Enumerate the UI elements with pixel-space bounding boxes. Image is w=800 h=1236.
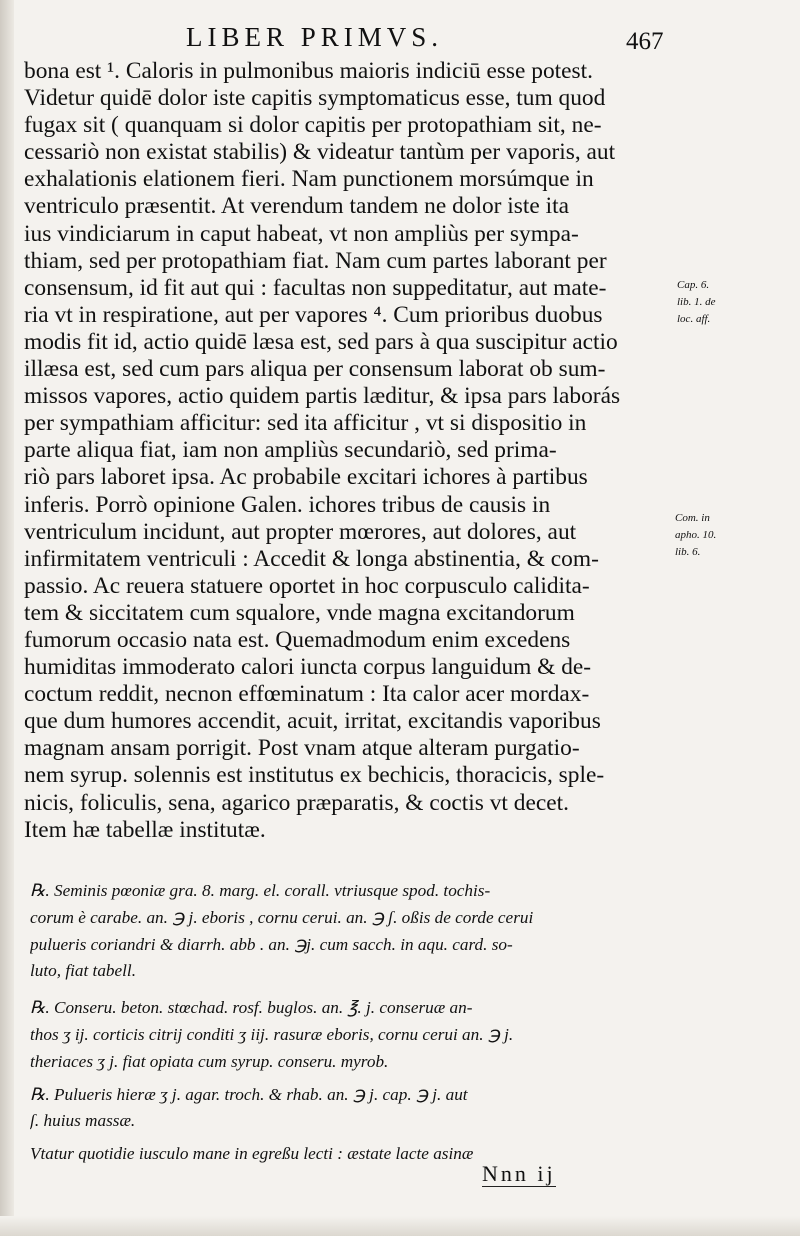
recipe-line: ℞. Seminis pœoniæ gra. 8. marg. el. corall. vtriusque spod. tochis- xyxy=(30,881,491,900)
text-line: ventriculo præsentit. At verendum tandem ne dolor iste ita xyxy=(24,193,570,220)
text-line: nicis, foliculis, sena, agarico præparatis, & coctis vt decet. xyxy=(24,789,569,816)
text-line: coctum reddit, necnon effœminatum : Ita calor acer mordax- xyxy=(24,681,590,708)
recipe-line: pulueris coriandri & diarrh. abb . an. ℈j. cum sacch. in aqu. card. so- xyxy=(30,934,513,954)
margin-note-line: apho. 10. xyxy=(675,529,717,541)
margin-note-reference xyxy=(677,277,716,328)
text-line: parte aliqua fiat, iam non ampliùs secundariò, sed prima- xyxy=(24,437,557,464)
page-number: 467 xyxy=(626,28,664,55)
margin-note-line: lib. 1. de xyxy=(677,296,716,308)
text-line: exhalationis elationem fieri. Nam punctionem morsúmque in xyxy=(24,166,594,193)
text-line: ventriculum incidunt, aut propter mœrores, aut dolores, aut xyxy=(24,518,577,545)
margin-note-line: loc. aff. xyxy=(677,313,711,325)
main-text-block xyxy=(24,58,686,844)
text-line: inferis. Porrò opinione Galen. ichores tribus de causis in xyxy=(24,491,551,518)
text-line: passio. Ac reuera statuere oportet in hoc corpusculo calidita- xyxy=(24,572,590,599)
recipe-line: luto, fiat tabell. xyxy=(30,961,136,981)
text-line: humiditas immoderato calori iuncta corpus languidum & de- xyxy=(24,654,592,681)
text-line: illæsa est, sed cum pars aliqua per consensum laborat ob sum- xyxy=(24,356,606,383)
text-line: fugax sit ( quanquam si dolor capitis per protopathiam sit, ne- xyxy=(24,112,602,139)
margin-note-reference xyxy=(675,510,716,561)
text-line: per sympathiam afficitur: sed ita afficitur , vt si dispositio in xyxy=(24,410,587,437)
recipe-line: ʃ. huius massæ. xyxy=(30,1111,136,1131)
page-binding-shadow xyxy=(0,0,14,1236)
text-line: que dum humores accendit, acuit, irritat, excitandis vaporibus xyxy=(24,708,601,735)
recipe-line: ℞. Conseru. beton. stœchad. rosf. buglos. an. ℥. j. conseruæ an- xyxy=(30,998,473,1018)
recipe-line: corum è carabe. an. ℈ j. eboris , cornu cerui. an. ℈ ʃ. oßis de corde cerui xyxy=(30,907,534,927)
text-line: thiam, sed per protopathiam fiat. Nam cum partes laborant per xyxy=(24,247,607,274)
text-line: tem & siccitatem cum squalore, vnde magna excitandorum xyxy=(24,599,575,626)
text-line: magnam ansam porrigit. Post vnam atque alteram purgatio- xyxy=(24,735,580,762)
text-line: fumorum occasio nata est. Quemadmodum enim excedens xyxy=(24,626,571,653)
margin-note-line: Com. in xyxy=(675,512,710,524)
recipe-line: ℞. Pulueris hieræ ʒ j. agar. troch. & rhab. an. ℈ j. cap. ℈ j. aut xyxy=(30,1084,468,1104)
running-head: LIBER PRIMVS. xyxy=(186,22,444,52)
text-line: consensum, id fit aut qui : facultas non suppeditatur, aut mate- xyxy=(24,274,607,301)
recipe-line: theriaces ʒ j. fiat opiata cum syrup. conseru. myrob. xyxy=(30,1051,389,1071)
text-line: riò pars laboret ipsa. Ac probabile excitari ichores à partibus xyxy=(24,464,588,491)
text-line: ria vt in respiratione, aut per vapores ⁴. Cum prioribus duobus xyxy=(24,301,603,328)
signature-mark: Nnn ij xyxy=(482,1161,556,1186)
prescription-block xyxy=(30,878,660,1168)
margin-note-line: Cap. 6. xyxy=(677,279,710,291)
text-line: Item hæ tabellæ institutæ. xyxy=(24,816,266,843)
text-line: nem syrup. solennis est institutus ex bechicis, thoracicis, sple- xyxy=(24,762,605,789)
text-line: missos vapores, actio quidem partis læditur, & ipsa pars laborás xyxy=(24,383,621,410)
text-line: modis fit id, actio quidē læsa est, sed pars à qua suscipitur actio xyxy=(24,328,618,355)
recipe-line: thos ʒ ij. corticis citrij conditi ʒ iij. rasuræ eboris, cornu cerui an. ℈ j. xyxy=(30,1024,514,1044)
recipe-closing-line: Vtatur quotidie iusculo mane in egreßu lecti : æstate lacte asinæ xyxy=(30,1144,474,1164)
text-line: ius vindiciarum in caput habeat, vt non ampliùs per sympa- xyxy=(24,220,579,247)
text-line: cessariò non existat stabilis) & videatur tantùm per vaporis, aut xyxy=(24,139,616,166)
page-bottom-edge xyxy=(0,1216,800,1236)
margin-note-line: lib. 6. xyxy=(675,546,701,558)
spacer xyxy=(30,985,660,995)
text-line: Videtur quidē dolor iste capitis symptomaticus esse, tum quod xyxy=(24,85,606,112)
text-line: infirmitatem ventriculi : Accedit & longa abstinentia, & com- xyxy=(24,545,599,572)
text-line: bona est ¹. Caloris in pulmonibus maioris indiciū esse potest. xyxy=(24,58,593,84)
